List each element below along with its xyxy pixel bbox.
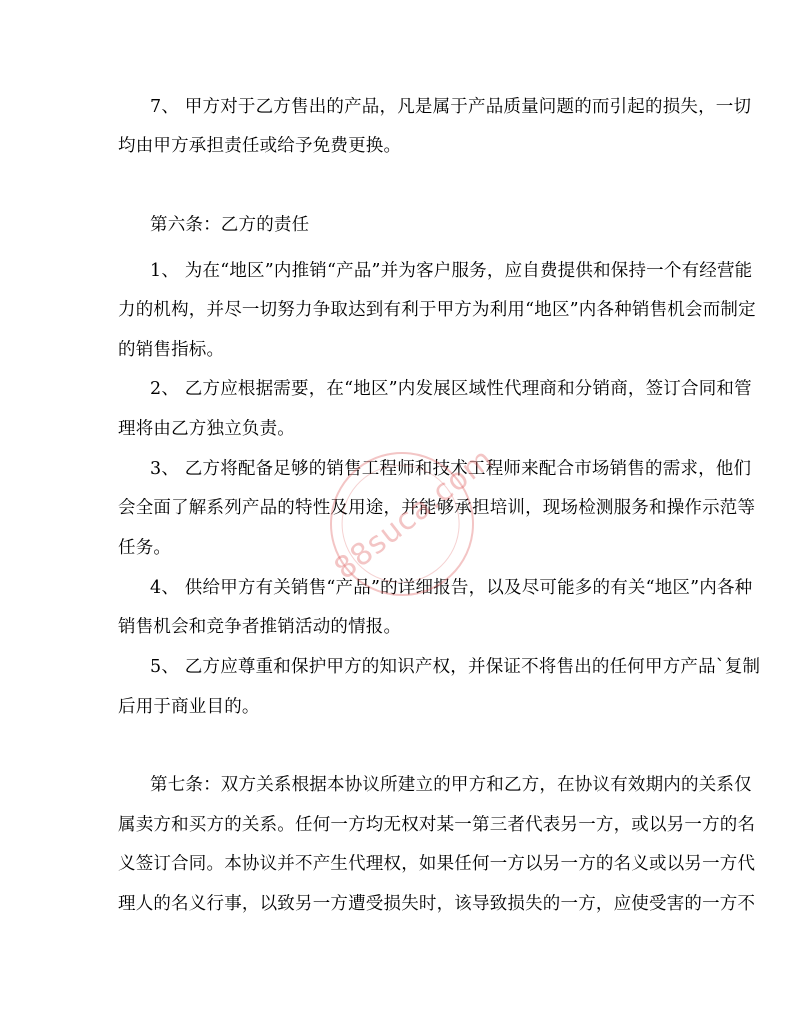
clause-7-line-1: 7、 甲方对于乙方售出的产品，凡是属于产品质量问题的而引起的损失，一切 [150, 97, 752, 117]
item-3-line-1: 3、 乙方将配备足够的销售工程师和技术工程师来配合市场销售的需求，他们 [150, 459, 752, 479]
article-7-line-1: 第七条：双方关系根据本协议所建立的甲方和乙方，在协议有效期内的关系仅 [150, 775, 752, 795]
item-1-line-2: 力的机构，并尽一切努力争取达到有利于甲方为利用“地区”内各种销售机会而制定 [118, 300, 756, 320]
item-4-line-1: 4、 供给甲方有关销售“产品”的详细报告，以及尽可能多的有关“地区”内各种 [150, 578, 753, 598]
item-1-line-1: 1、 为在“地区”内推销“产品”并为客户服务，应自费提供和保持一个有经营能 [150, 261, 753, 281]
item-2-line-2: 理将由乙方独立负责。 [118, 419, 295, 439]
article-7-line-3: 义签订合同。本协议并不产生代理权，如果任何一方以另一方的名义或以另一方代 [118, 854, 756, 874]
item-5-line-1: 5、 乙方应尊重和保护甲方的知识产权，并保证不将售出的任何甲方产品`复制 [150, 657, 761, 677]
item-3-line-2: 会全面了解系列产品的特性及用途，并能够承担培训，现场检测服务和操作示范等 [118, 498, 756, 518]
article-7-line-2: 属卖方和买方的关系。任何一方均无权对某一第三者代表另一方，或以另一方的名 [118, 815, 756, 835]
article-7-line-4: 理人的名义行事，以致另一方遭受损失时，该导致损失的一方，应使受害的一方不 [118, 894, 756, 914]
item-3-line-3: 任务。 [118, 538, 172, 558]
item-1-line-3: 的销售指标。 [118, 340, 225, 360]
item-4-line-2: 销售机会和竞争者推销活动的情报。 [118, 617, 402, 637]
item-5-line-2: 后用于商业目的。 [118, 697, 260, 717]
item-2-line-1: 2、 乙方应根据需要，在“地区”内发展区域性代理商和分销商，签订合同和管 [150, 379, 752, 399]
clause-7-line-2: 均由甲方承担责任或给予免费更换。 [118, 136, 402, 156]
watermark-text: 88suca.com [327, 441, 501, 587]
article-6-heading: 第六条：乙方的责任 [150, 215, 310, 235]
